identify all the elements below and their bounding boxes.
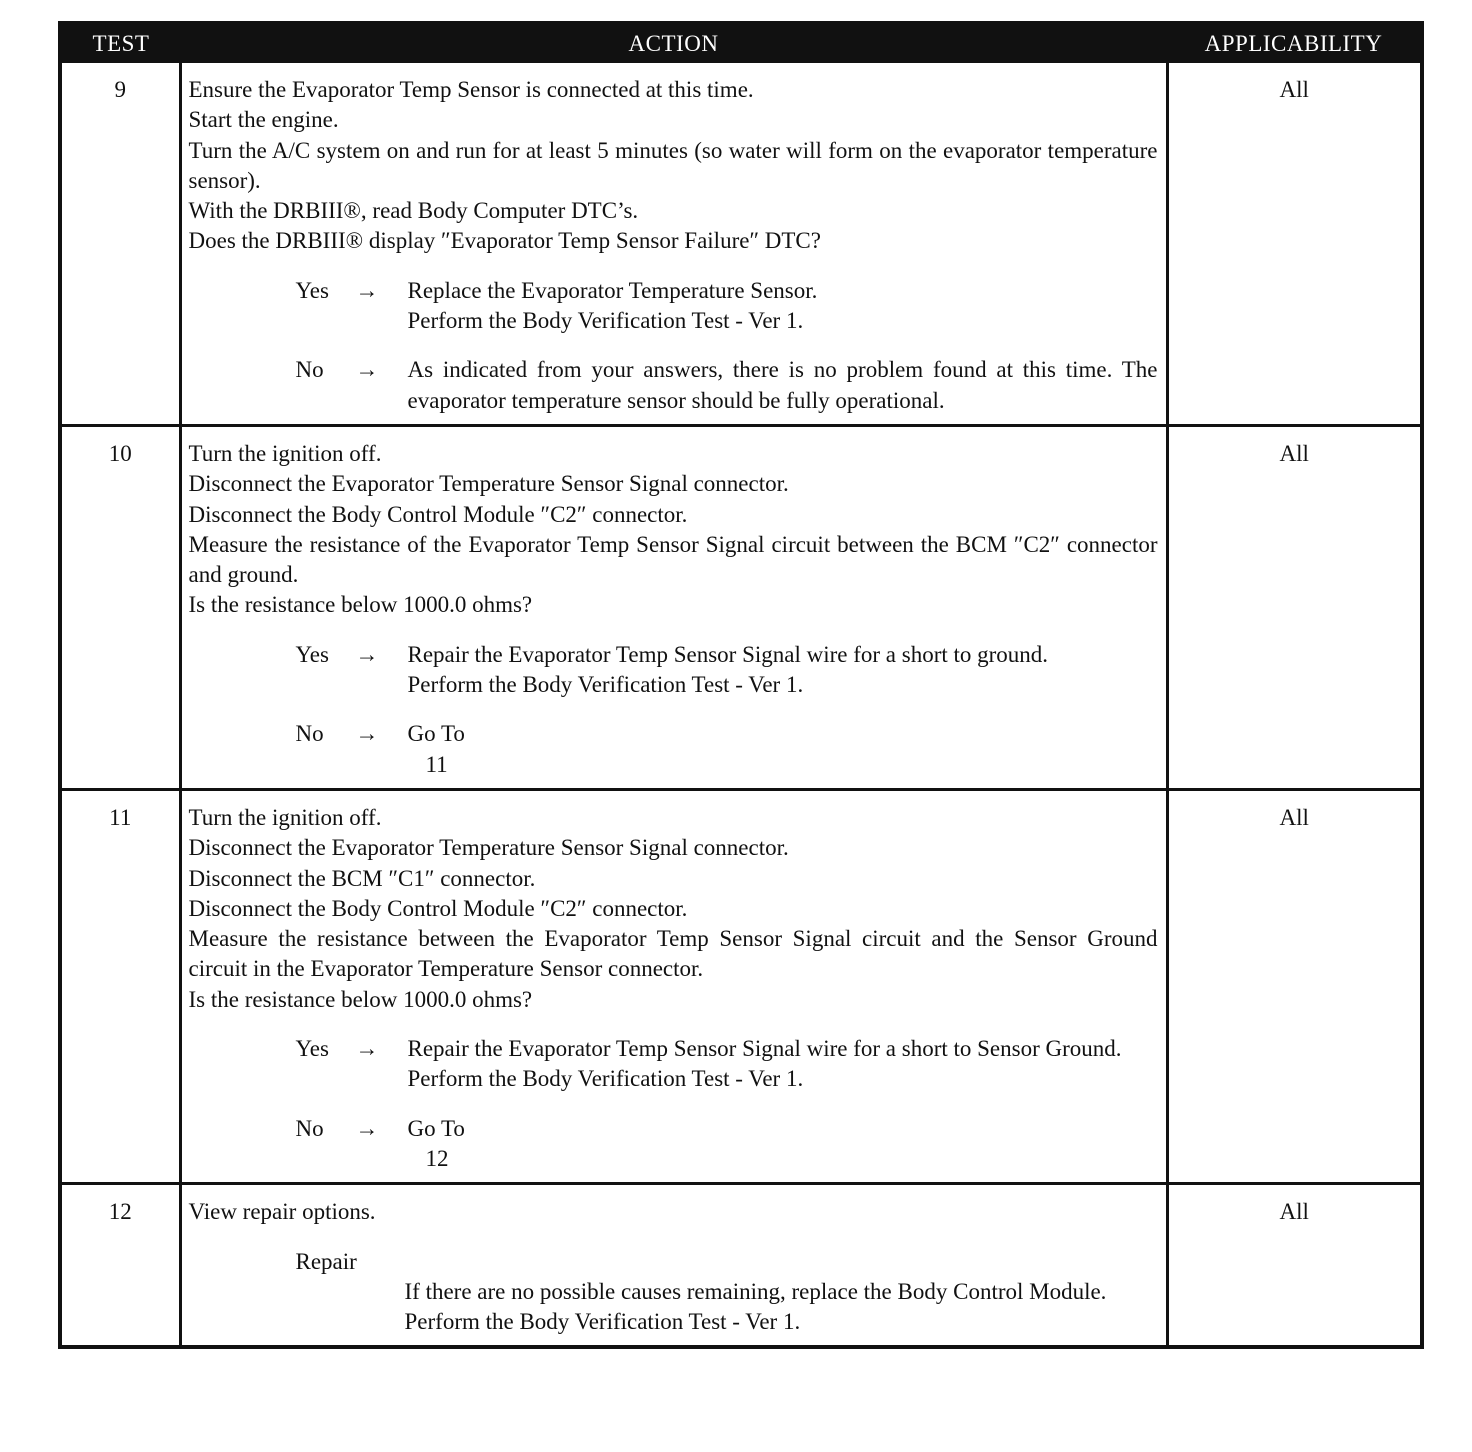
table-header bbox=[60, 23, 1422, 63]
test-number: 11 bbox=[60, 789, 180, 1183]
header-applicability: APPLICABILITY bbox=[1167, 23, 1422, 63]
applicability-value: All bbox=[1167, 789, 1422, 1183]
test-number: 10 bbox=[60, 425, 180, 789]
arrow-right-icon: → bbox=[355, 277, 379, 303]
no-label: No bbox=[295, 1115, 324, 1141]
outcome-result bbox=[408, 355, 1158, 416]
header-action: ACTION bbox=[180, 23, 1167, 63]
step-line: Ensure the Evaporator Temp Sensor is connected at this time. bbox=[188, 77, 754, 102]
outcome-result bbox=[408, 719, 1158, 780]
step-line: Disconnect the Evaporator Temperature Sensor Signal connector. bbox=[188, 835, 789, 861]
yes-outcome bbox=[189, 1034, 1158, 1095]
step-line: Measure the resistance between the Evaporator Temp Sensor Signal circuit and the Sensor Ground circuit in the Evaporator Temperature Sensor connector. bbox=[188, 926, 1158, 982]
outcome-result bbox=[408, 1114, 1158, 1175]
goto-target: 12 bbox=[425, 1145, 449, 1171]
applicability-value: All bbox=[1167, 1184, 1422, 1348]
goto-target: 11 bbox=[425, 751, 448, 777]
step-line: Turn the ignition off. bbox=[188, 440, 382, 466]
no-outcome bbox=[189, 355, 1158, 416]
step-line: Is the resistance below 1000.0 ohms? bbox=[188, 592, 533, 618]
step-line: With the DRBIII®, read Body Computer DTC’s. bbox=[188, 198, 639, 224]
result-line: Perform the Body Verification Test - Ver 1. bbox=[407, 672, 804, 698]
arrow-right-icon: → bbox=[355, 357, 379, 383]
yes-outcome bbox=[189, 640, 1158, 701]
table-row bbox=[60, 1184, 1422, 1348]
result-line: Repair the Evaporator Temp Sensor Signal wire for a short to ground. bbox=[407, 641, 1049, 667]
step-line: Start the engine. bbox=[188, 107, 339, 133]
yes-label: Yes bbox=[295, 641, 329, 667]
no-label: No bbox=[295, 357, 324, 383]
step-line: View repair options. bbox=[188, 1199, 376, 1225]
test-number: 12 bbox=[60, 1184, 180, 1348]
step-line: Turn the ignition off. bbox=[188, 804, 382, 830]
step-line: Measure the resistance of the Evaporator Temp Sensor Signal circuit between the BCM ″C2″ connector and ground. bbox=[188, 531, 1158, 588]
goto-label: Go To bbox=[407, 721, 465, 747]
arrow-right-icon: → bbox=[355, 1115, 379, 1141]
test-number: 9 bbox=[60, 63, 180, 425]
result-line: Perform the Body Verification Test - Ver 1. bbox=[407, 1066, 804, 1092]
action-cell bbox=[180, 425, 1167, 789]
diagnostic-test-table bbox=[58, 21, 1424, 1349]
goto-link[interactable] bbox=[408, 1114, 1158, 1175]
no-outcome bbox=[189, 719, 1158, 780]
result-line: If there are no possible causes remaining, replace the Body Control Module. bbox=[404, 1278, 1107, 1304]
step-line: Disconnect the Body Control Module ″C2″ connector. bbox=[188, 501, 688, 527]
table-row bbox=[60, 789, 1422, 1183]
action-cell bbox=[180, 789, 1167, 1183]
table-row bbox=[60, 63, 1422, 425]
step-line: Disconnect the Body Control Module ″C2″ connector. bbox=[188, 895, 688, 921]
result-line: Replace the Evaporator Temperature Sensor. bbox=[407, 277, 818, 303]
action-cell bbox=[180, 1184, 1167, 1348]
step-line: Does the DRBIII® display ″Evaporator Temp Sensor Failure″ DTC? bbox=[188, 228, 821, 254]
step-line: Disconnect the Evaporator Temperature Sensor Signal connector. bbox=[188, 471, 789, 497]
yes-outcome bbox=[189, 276, 1158, 337]
result-line: As indicated from your answers, there is no problem found at this time. The evaporator temperature sensor should be fully operational. bbox=[407, 357, 1158, 413]
applicability-value: All bbox=[1167, 425, 1422, 789]
no-outcome bbox=[189, 1114, 1158, 1175]
step-line: Disconnect the BCM ″C1″ connector. bbox=[188, 865, 536, 891]
yes-label: Yes bbox=[295, 1036, 329, 1062]
action-cell bbox=[180, 63, 1167, 425]
goto-link[interactable] bbox=[408, 719, 1158, 780]
goto-label: Go To bbox=[407, 1115, 465, 1141]
result-line: Perform the Body Verification Test - Ver 1. bbox=[404, 1309, 801, 1335]
result-line: Perform the Body Verification Test - Ver 1. bbox=[407, 308, 804, 334]
step-line: Is the resistance below 1000.0 ohms? bbox=[188, 986, 533, 1012]
result-line: Repair the Evaporator Temp Sensor Signal wire for a short to Sensor Ground. bbox=[407, 1036, 1122, 1062]
header-test: TEST bbox=[60, 23, 180, 63]
arrow-right-icon: → bbox=[355, 721, 379, 747]
repair-label: Repair bbox=[295, 1248, 357, 1274]
outcome-result bbox=[408, 1034, 1158, 1095]
table-row bbox=[60, 425, 1422, 789]
applicability-value: All bbox=[1167, 63, 1422, 425]
outcome-result bbox=[405, 1277, 1158, 1338]
repair-outcome bbox=[189, 1247, 1158, 1338]
outcome-result bbox=[408, 640, 1158, 701]
outcome-result bbox=[408, 276, 1158, 337]
no-label: No bbox=[295, 721, 324, 747]
arrow-right-icon: → bbox=[355, 1036, 379, 1062]
step-line: Turn the A/C system on and run for at least 5 minutes (so water will form on the evaporator temperature sensor). bbox=[188, 137, 1158, 193]
yes-label: Yes bbox=[295, 277, 329, 303]
arrow-right-icon: → bbox=[355, 641, 379, 667]
